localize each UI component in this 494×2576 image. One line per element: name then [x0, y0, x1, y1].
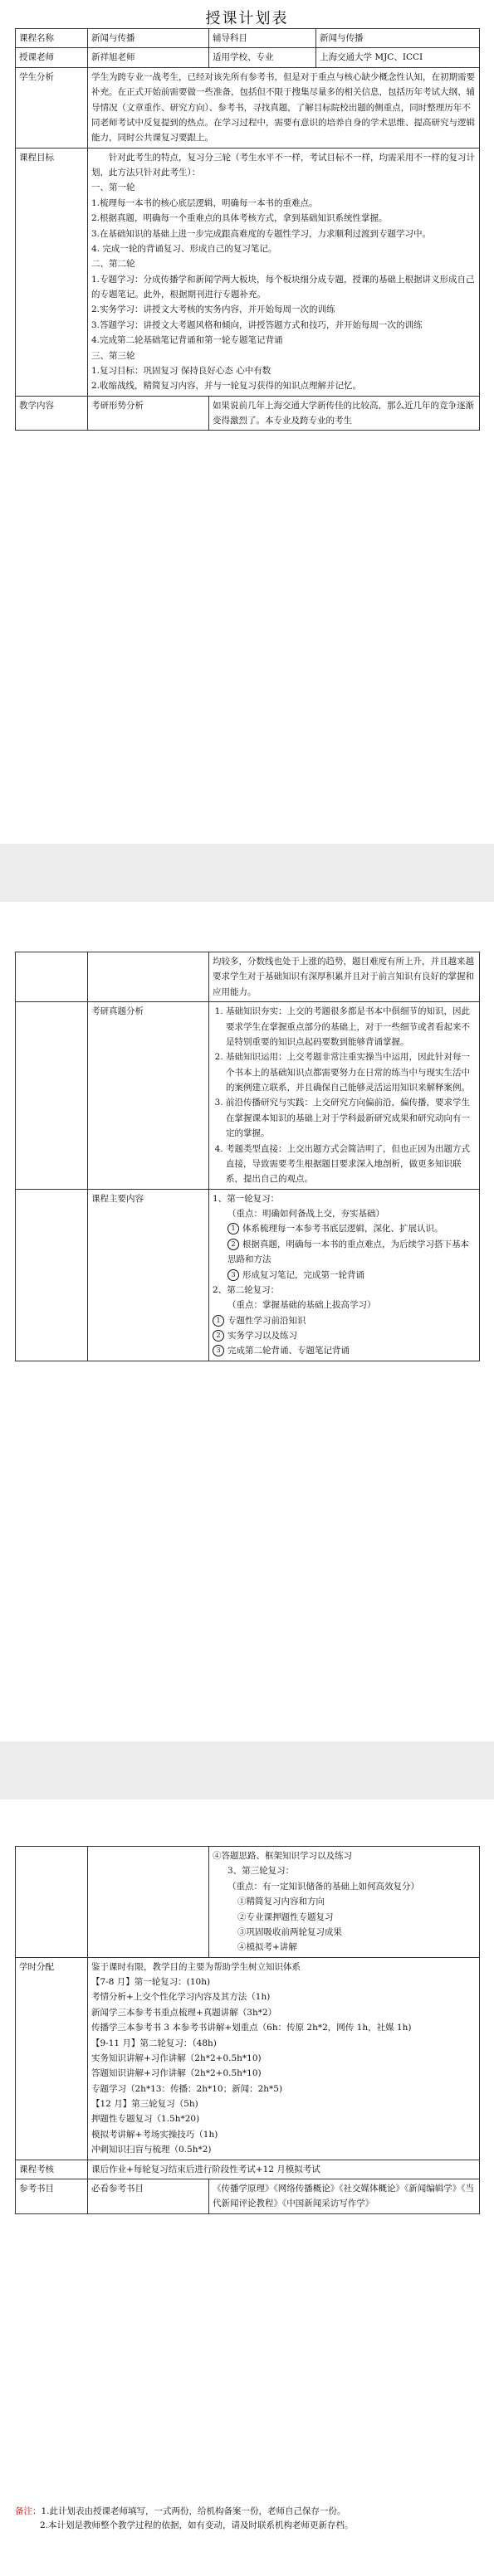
course-content-row	[16, 1189, 480, 1361]
time-plan-line: 答题知识讲解+习作讲解（2h*2+0.5h*10)	[91, 2068, 262, 2079]
document-title: 授课计划表	[205, 10, 289, 27]
subject-label: 辅导科目	[209, 29, 316, 48]
goals-intro: 针对此考生的特点，复习分三轮（考生水平不一样，考试目标不一样，均需采用不一样的复习计划，此方法只针对此考生）：	[91, 152, 475, 178]
round1-focus: （重点：明确如何备战上交，夯实基础）	[227, 1209, 384, 1219]
notes-label: 备注：	[15, 2506, 42, 2516]
course-goals-content	[88, 148, 480, 396]
round3-point: ①精简复习内容和方向	[237, 1897, 325, 1907]
page-gap	[0, 844, 494, 902]
page-3	[0, 1799, 494, 2576]
exam-analysis-row	[16, 1002, 480, 1190]
time-plan-content	[88, 1957, 480, 2160]
course-content-continued-row	[16, 1847, 480, 1958]
round3-point: ②专业课押题性专题复习	[237, 1911, 334, 1922]
exam-analysis-label: 考研真题分析	[88, 1002, 209, 1190]
course-name-label: 课程名称	[16, 29, 88, 48]
round1-item: 1.梳理每一本书的核心底层逻辑，明确每一本书的重难点。	[91, 197, 318, 208]
situation-continued-row	[16, 952, 480, 1002]
exam-analysis-content	[209, 1002, 480, 1190]
round3-focus: （重点：有一定知识储备的基础上如何高效复分）	[227, 1881, 419, 1892]
course-content-label: 课程主要内容	[88, 1189, 209, 1361]
references-label: 参考书目	[16, 2179, 88, 2213]
school-label: 适用学校、专业	[209, 48, 316, 67]
page-gap	[0, 1741, 494, 1799]
exam-analysis-item: 1. 基础知识夯实：上交的考题很多都是书本中俱细节的知识，因此要求学生在掌握重点部分的基础上，对于一些细节或者看起来不是特别重要的知识点起码要数到能够背诵掌握。	[226, 1004, 476, 1049]
notes-line: 2.本计划是教师整个教学过程的依据，如有变动，请及时联系机构老师更新存档。	[40, 2520, 354, 2530]
round2-point: 完成第二轮背诵、专题笔记背诵	[227, 1346, 350, 1356]
assessment-row	[16, 2160, 480, 2179]
round3-heading: 3、第三轮复习：	[227, 1866, 295, 1877]
teaching-content-row	[16, 396, 480, 431]
time-plan-line: 【9-11 月】第二轮复习：（48h)	[91, 2038, 217, 2048]
student-analysis-row	[16, 67, 480, 148]
time-plan-line: 实务知识讲解+习作讲解（2h*2+0.5h*10)	[91, 2053, 262, 2063]
course-goals-row	[16, 148, 480, 396]
round2-item: 1.专题学习：分成传播学和新闻学两大板块，每个板块细分成专题，授课的基础上根据讲义形成自己的专题笔记。此外，根据期刊进行专题补充。	[91, 274, 475, 299]
exam-situation-text: 如果说前几年上海交通大学新传佳的比较高，那么近几年的竞争逐渐变得激烈了。本专业及跨专业的考生	[209, 396, 480, 431]
round2-point: ④答题思路、框架知识学习以及练习	[213, 1851, 352, 1861]
time-plan-label: 学时分配	[16, 1957, 88, 2160]
round1-point: 根据真题，明确每一本书的重点难点，为后续学习搭下基本思路和方法	[227, 1239, 469, 1265]
time-plan-row	[16, 1957, 480, 2160]
exam-analysis-item: 3. 前沿传播研究与实践：上交研究方向偏前沿，偏传播，要求学生在掌握课本知识的基础上对于学科最新研究成果和研究动向有一定的掌握。	[226, 1095, 476, 1141]
round3-point: ③巩固吸收前两轮复习成果	[237, 1926, 342, 1937]
plan-table-part-2	[15, 952, 480, 1361]
student-analysis-text: 学生为跨专业一战考生，已经对该先所有参考书，但是对于重点与核心缺少概念性认知，在初期需要补充。在正式开始前需要做一些准备，包括但不限于搜集尽量多的相关信息，包括历年考试大纲、辅导情况（文章重作、研究方向）、参考书，寻找真题，了解目标院校出题的侧重点，同时整理历年不同老师考试中反复提到的热点。在学习过程中，需要有意识的培养自身的学术思维、提高研究与逻辑能力，同时公共课复习要跟上。	[88, 67, 480, 148]
header-row-1	[16, 29, 480, 48]
teacher-label: 授课老师	[16, 48, 88, 67]
round1-heading: 第一轮复习：	[227, 1193, 280, 1204]
exam-analysis-item: 4. 考题类型直接：上交出题方式会简洁明了，但也正因为出题方式直接，导致需要考生根据题目要求深入地剖析，做更多知识联系，提出自己的观点。	[226, 1142, 476, 1187]
school-value: 上海交通大学 MJC、ICCI	[316, 48, 480, 67]
time-plan-line: 押题性专题复习（1.5h*20)	[91, 2114, 200, 2125]
time-plan-intro: 鉴于课时有限，教学目的主要为帮助学生树立知识体系	[91, 1961, 301, 1972]
course-content-body: 1、第一轮复习： （重点：明确如何备战上交，夯实基础） 1 体系梳理每一本参考书底层逻辑，深化、扩展认识。 2 根据真题，明确每一本书的重点难点，为后续学习搭下基本思路和方法 3 形成复习笔记，完成第一轮背诵 2、第二轮复习： （重点：掌握基础的基础上拔高学习） 1 专题性学习前沿知识 2 实务学习以及练习 3 完成第二轮背诵、专题笔记背诵	[209, 1189, 480, 1361]
round2-heading: 第二轮复习：	[227, 1284, 280, 1295]
time-plan-line: 【12 月】第三轮复习（5h)	[91, 2099, 198, 2109]
course-name-value: 新闻与传播	[88, 29, 209, 48]
plan-table-part-1	[15, 28, 480, 431]
round2-point: 专题性学习前沿知识	[227, 1315, 306, 1326]
exam-situation-text-cont: 均较多，分数线也处于上涨的趋势，题目难度有所上升，并且越来越要求学生对于基础知识有深厚积累并且对于前言知识有良好的掌握和应用能力。	[209, 952, 480, 1002]
exam-situation-label: 考研形势分析	[88, 396, 209, 431]
time-plan-line: 【7-8 月】第一轮复习：(10h)	[91, 1977, 211, 1987]
round2-point: 实务学习以及练习	[227, 1331, 297, 1341]
header-row-2	[16, 48, 480, 67]
round1-item: 4. 完成一轮的背诵复习、形成自己的复习笔记。	[91, 243, 277, 254]
round1-item: 2.根据真题，明确每一个重难点的具体考核方式，拿到基础知识系统性掌握。	[91, 213, 388, 224]
time-plan-line: 新闻学三本参考书重点梳理+真题讲解（3h*2）	[91, 2007, 277, 2018]
round3-point: ④模拟考+讲解	[237, 1942, 297, 1953]
page-2	[0, 902, 494, 1741]
time-plan-line: 冲刺知识扫盲与梳理（0.5h*2)	[91, 2145, 212, 2155]
plan-table-part-3	[15, 1846, 480, 2214]
round2-item: 2.实务学习：讲授文大考核的实务内容，并开始每周一次的训练	[91, 304, 335, 315]
round2-item: 4.完成第二轮基础笔记背诵和第一轮专题笔记背诵	[91, 335, 283, 346]
course-goals-label: 课程目标	[16, 148, 88, 396]
student-analysis-label: 学生分析	[16, 67, 88, 148]
time-plan-line: 传播学三本参考书 3 本参考书讲解+划重点（6h：传原 2h*2，网传 1h，社媒 1h)	[91, 2023, 412, 2033]
round2-title: 二、第二轮	[91, 259, 135, 270]
round1-point: 形成复习笔记，完成第一轮背诵	[242, 1269, 364, 1280]
round2-item: 3.答题学习：讲授文大考题风格和倾向，讲授答题方式和技巧，并开始每周一次的训练	[91, 319, 423, 330]
round1-title: 一、第一轮	[91, 183, 135, 193]
round3-item: 1.复习目标：巩固复习 保持良好心态 心中有数	[91, 365, 271, 376]
teaching-content-label: 教学内容	[16, 396, 88, 431]
references-row	[16, 2179, 480, 2213]
time-plan-line: 专题学习（2h*13：传播：2h*10；新闻：2h*5)	[91, 2083, 283, 2094]
teacher-value: 新祥旭老师	[88, 48, 209, 67]
course-content-body-cont	[209, 1847, 480, 1958]
notes	[15, 2505, 480, 2533]
time-plan-line: 考情分析+上交个性化学习内容及其方法（1h)	[91, 1992, 271, 2003]
round2-focus: （重点：掌握基础的基础上拔高学习）	[227, 1300, 376, 1311]
round3-title: 三、第三轮	[91, 350, 135, 361]
round1-point: 体系梳理每一本参考书底层逻辑，深化、扩展认识。	[242, 1224, 443, 1234]
assessment-text: 课后作业+每轮复习结束后进行阶段性考试+12 月模拟考试	[88, 2160, 480, 2179]
round3-item: 2.收缩战线，精简复习内容，并与一轮复习获得的知识点理解并记忆。	[91, 381, 362, 392]
assessment-label: 课程考核	[16, 2160, 88, 2179]
exam-analysis-item: 2. 基础知识运用：上交考题非常注重实操当中运用，因此针对每一个书本上的基础知识点都需要努力在日常的练当中与现实生活中的案例建立联系，并且确保自己能够灵活运用知识来解释案例。	[226, 1049, 476, 1095]
time-plan-line: 模拟考讲解+考场实操技巧（1h)	[91, 2129, 218, 2140]
references-sub: 必看参考书目	[88, 2179, 209, 2213]
round1-item: 3.在基础知识的基础上进一步完成跟高难度的专题性学习，力求顺利过渡到专题学习中。	[91, 228, 432, 239]
subject-value: 新闻与传播	[316, 29, 480, 48]
references-text: 《传播学原理》《网络传播概论》《社交媒体概论》《新闻编辑学》《当代新闻评论教程》《中国新闻采访写作学》	[209, 2179, 480, 2213]
notes-line: 1.此计划表由授课老师填写，一式两份，给机构备案一份，老师自己保存一份。	[41, 2506, 346, 2516]
page-1	[0, 0, 494, 844]
